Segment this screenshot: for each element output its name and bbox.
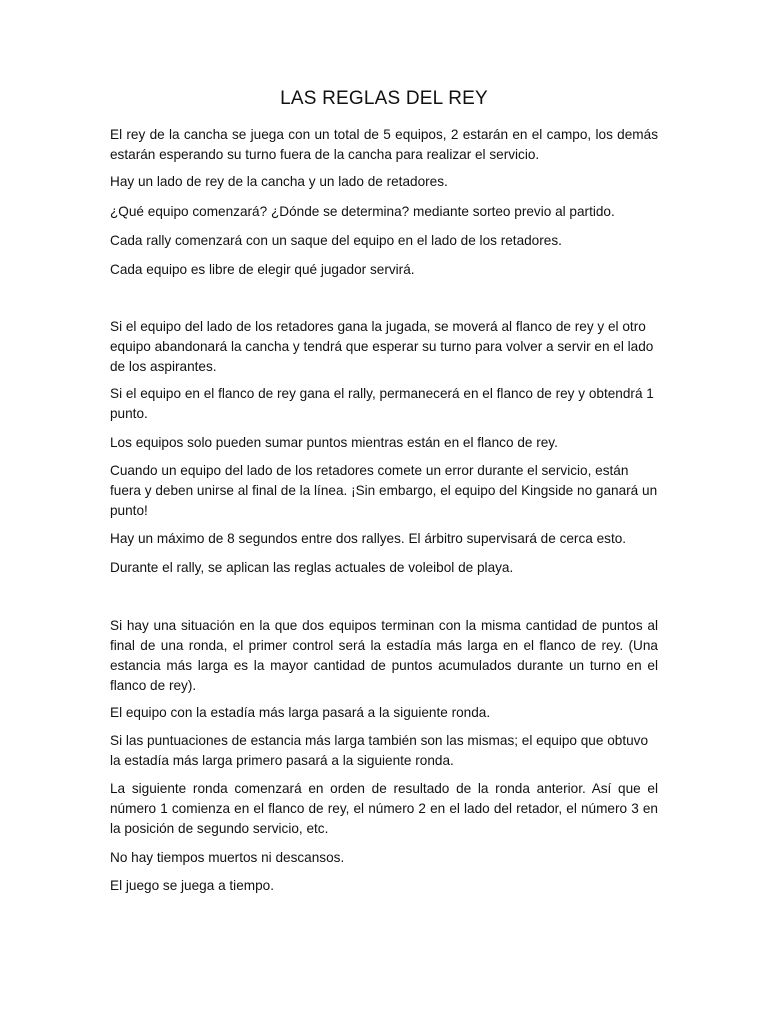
paragraph-server-choice: Cada equipo es libre de elegir qué jugador servirá. <box>110 262 415 277</box>
paragraph-time-between-rallies: Hay un máximo de 8 segundos entre dos rallyes. El árbitro supervisará de cerca esto. <box>110 531 627 546</box>
paragraph-service-error: Cuando un equipo del lado de los retadores comete un error durante el servicio, están fuera y deben unirse al final de la línea. ¡Sin embargo, el equipo del Kingside no ganará un punto! <box>110 463 658 518</box>
paragraph-equal-stay: Si las puntuaciones de estancia más larga también son las mismas; el equipo que obtuvo la estadía más larga primero pasará a la siguiente ronda. <box>110 733 649 768</box>
paragraph-rally-serve: Cada rally comenzará con un saque del equipo en el lado de los retadores. <box>110 233 562 248</box>
paragraph-challenger-wins: Si el equipo del lado de los retadores gana la jugada, se moverá al flanco de rey y el otro equipo abandonará la cancha y tendrá que esperar su turno para volver a servir en el lado de los aspirantes. <box>110 319 654 374</box>
paragraph-timed-game: El juego se juega a tiempo. <box>110 878 274 893</box>
paragraph-king-wins: Si el equipo en el flanco de rey gana el rally, permanecerá en el flanco de rey y obtendrá 1 punto. <box>110 386 654 421</box>
paragraph-next-round: La siguiente ronda comenzará en orden de resultado de la ronda anterior. Así que el número 1 comienza en el flanco de rey, el número 2 en el lado del retador, el número 3 en la posición de segundo servicio, etc. <box>110 781 658 836</box>
paragraph-points-rule: Los equipos solo pueden sumar puntos mientras están en el flanco de rey. <box>110 435 558 450</box>
paragraph-court-sides: Hay un lado de rey de la cancha y un lado de retadores. <box>110 174 448 189</box>
paragraph-tie-break: Si hay una situación en la que dos equipos terminan con la misma cantidad de puntos al final de una ronda, el primer control será la estadía más larga en el flanco de rey. (Una estancia más larga es la mayor cantidad de puntos acumulados durante un turno en el flanco de rey). <box>110 618 658 693</box>
paragraph-who-starts: ¿Qué equipo comenzará? ¿Dónde se determina? mediante sorteo previo al partido. <box>110 204 615 219</box>
paragraph-longest-stay: El equipo con la estadía más larga pasará a la siguiente ronda. <box>110 705 491 720</box>
paragraph-intro: El rey de la cancha se juega con un total de 5 equipos, 2 estarán en el campo, los demás estarán esperando su turno fuera de la cancha para realizar el servicio. <box>110 127 658 162</box>
page-title: LAS REGLAS DEL REY <box>280 88 488 109</box>
paragraph-no-timeouts: No hay tiempos muertos ni descansos. <box>110 850 345 865</box>
paragraph-beach-rules: Durante el rally, se aplican las reglas actuales de voleibol de playa. <box>110 560 514 575</box>
